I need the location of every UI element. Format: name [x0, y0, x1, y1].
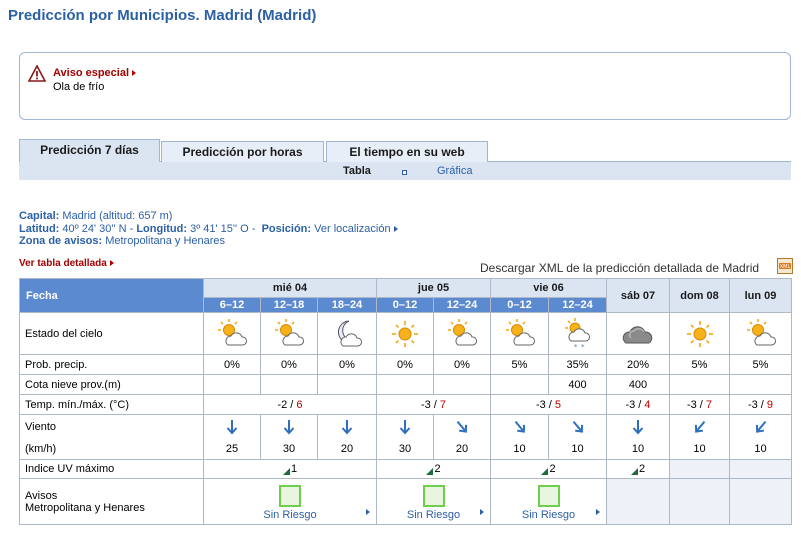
precip-value: 20%: [607, 355, 670, 375]
uv-value: 2: [638, 463, 646, 475]
sky-cell: [549, 313, 607, 355]
info-capital: Capital: Madrid (altitud: 657 m): [19, 210, 173, 222]
temp-cell: [204, 395, 377, 415]
sky-cell: [434, 313, 491, 355]
wind-arrow-icon: [571, 419, 585, 435]
period-header: 12–18: [261, 298, 318, 313]
period-header: 18–24: [318, 298, 377, 313]
precip-value: 0%: [318, 355, 377, 375]
wind-speed-value: 20: [318, 440, 377, 460]
sky-cell: [670, 313, 730, 355]
wind-speed-value: 10: [491, 440, 549, 460]
wind-arrow-icon: [631, 419, 645, 435]
period-header: 12–24: [434, 298, 491, 313]
wind-cell: [491, 415, 549, 440]
wind-cell: [549, 415, 607, 440]
square-bullet-icon: [402, 170, 407, 175]
warning-icon: [28, 65, 46, 82]
wind-arrow-icon: [513, 419, 527, 435]
svg-text:XML: XML: [779, 264, 791, 270]
arrow-right-icon: [596, 509, 600, 515]
precip-value: 5%: [670, 355, 730, 375]
temp-cell: [607, 395, 670, 415]
temp-separator: /: [757, 398, 767, 411]
uv-flag-icon: [631, 468, 638, 475]
precip-value: 35%: [549, 355, 607, 375]
alert-box: [19, 52, 791, 120]
fecha-header: Fecha: [20, 279, 204, 313]
sun-cloud-icon: [446, 318, 478, 350]
moon-cloud-icon: [331, 318, 363, 350]
wind-speed-value: 10: [670, 440, 730, 460]
wind-arrow-icon: [225, 419, 239, 435]
riesgo-label: Sin Riesgo: [521, 508, 576, 521]
wind-speed-value: 10: [730, 440, 792, 460]
wind-arrow-icon: [398, 419, 412, 435]
day-header: jue 05: [377, 279, 491, 298]
cota-value: 400: [549, 375, 607, 395]
period-header: 0–12: [491, 298, 549, 313]
sky-cell: [607, 313, 670, 355]
riesgo-cell[interactable]: [377, 479, 491, 525]
sun-icon: [684, 318, 716, 350]
day-header: dom 08: [670, 279, 730, 313]
wind-speed-value: 30: [261, 440, 318, 460]
arrow-right-icon: [132, 70, 136, 76]
sun-icon: [389, 318, 421, 350]
cota-value: 400: [607, 375, 670, 395]
sun-cloud-icon: [745, 318, 777, 350]
uv-value: 1: [290, 463, 298, 475]
descargar-xml-link[interactable]: Descargar XML de la predicción detallada de Madrid: [480, 261, 760, 275]
ver-localizacion-link[interactable]: Ver localización: [314, 223, 397, 235]
temp-min: -3: [747, 398, 758, 411]
riesgo-cell[interactable]: [491, 479, 607, 525]
temp-cell: [670, 395, 730, 415]
wind-speed-value: 10: [549, 440, 607, 460]
wind-cell: [204, 415, 261, 440]
temp-separator: /: [287, 398, 297, 411]
row-label: Viento: [20, 415, 204, 440]
sun-cloud-icon: [216, 318, 248, 350]
temp-max: 6: [296, 398, 303, 411]
uv-cell: [377, 460, 491, 479]
wind-arrow-icon: [282, 419, 296, 435]
sky-cell: [204, 313, 261, 355]
day-header: sáb 07: [607, 279, 670, 313]
row-label: Prob. precip.: [20, 355, 204, 375]
row-label: Cota nieve prov.(m): [20, 375, 204, 395]
xml-file-icon[interactable]: [777, 258, 793, 274]
sun-cloud-icon: [273, 318, 305, 350]
wind-cell: [434, 415, 491, 440]
wind-cell: [261, 415, 318, 440]
riesgo-cell[interactable]: [204, 479, 377, 525]
temp-min: -3: [625, 398, 636, 411]
uv-empty: [730, 460, 792, 479]
row-label: Temp. mín./máx. (°C): [20, 395, 204, 415]
avisos-empty: [730, 479, 792, 525]
temp-separator: /: [430, 398, 440, 411]
temp-cell: [491, 395, 607, 415]
sky-cell: [377, 313, 434, 355]
alert-subtitle: Ola de frío: [53, 81, 105, 93]
uv-flag-icon: [541, 468, 548, 475]
avisos-empty: [607, 479, 670, 525]
uv-value: 2: [549, 463, 556, 475]
sky-cell: [261, 313, 318, 355]
row-label: Indice UV máximo: [20, 460, 204, 479]
green-level-icon: [538, 485, 560, 507]
precip-value: 5%: [730, 355, 792, 375]
temp-separator: /: [696, 398, 706, 411]
wind-arrow-icon: [340, 419, 354, 435]
uv-empty: [670, 460, 730, 479]
uv-flag-icon: [426, 468, 433, 475]
riesgo-label: Sin Riesgo: [263, 508, 317, 521]
wind-cell: [607, 415, 670, 440]
uv-cell: [204, 460, 377, 479]
arrow-right-icon: [480, 509, 484, 515]
snow-cloud-icon: [562, 318, 594, 350]
sun-cloud-icon: [504, 318, 536, 350]
tab-tiempo-en-su-web[interactable]: El tiempo en su web: [326, 141, 488, 162]
wind-cell: [318, 415, 377, 440]
precip-value: 0%: [377, 355, 434, 375]
sky-cell: [491, 313, 549, 355]
temp-cell: [377, 395, 491, 415]
wind-cell: [730, 415, 792, 440]
svg-text:*: *: [573, 342, 577, 350]
uv-flag-icon: [283, 468, 290, 475]
avisos-empty: [670, 479, 730, 525]
green-level-icon: [279, 485, 301, 507]
temp-cell: [730, 395, 792, 415]
uv-cell: [491, 460, 607, 479]
precip-value: 0%: [261, 355, 318, 375]
sky-cell: [318, 313, 377, 355]
page-title: Predicción por Municipios. Madrid (Madrid): [8, 7, 317, 24]
temp-separator: /: [635, 398, 645, 411]
temp-max: 4: [644, 398, 651, 411]
ver-tabla-detallada-link[interactable]: Ver tabla detallada: [19, 258, 114, 269]
subtab-tabla[interactable]: Tabla: [343, 165, 371, 177]
temp-min: -3: [686, 398, 697, 411]
temp-separator: /: [545, 398, 555, 411]
wind-arrow-icon: [455, 419, 469, 435]
temp-max: 7: [439, 398, 447, 411]
info-coords: Latitud: 40º 24' 30'' N - Longitud: 3º 41' 15'' O - Posición: Ver localización: [19, 223, 398, 235]
period-header: 0–12: [377, 298, 434, 313]
uv-value: 2: [434, 463, 441, 475]
temp-max: 9: [766, 398, 774, 411]
temp-min: -3: [420, 398, 431, 411]
tab-prediccion-por-horas[interactable]: Predicción por horas: [161, 141, 324, 162]
arrow-right-icon: [110, 260, 114, 266]
precip-value: 5%: [491, 355, 549, 375]
wind-speed-value: 25: [204, 440, 261, 460]
temp-min: -3: [535, 398, 546, 411]
tab-prediccion-7-dias[interactable]: Predicción 7 días: [19, 139, 160, 163]
row-label: Estado del cielo: [20, 313, 204, 355]
wind-arrow-icon: [693, 419, 707, 435]
row-label: Avisos Metropolitana y Henares: [20, 479, 204, 525]
subtab-grafica[interactable]: Gráfica: [437, 165, 473, 177]
wind-speed-value: 10: [607, 440, 670, 460]
sky-cell: [730, 313, 792, 355]
arrow-right-icon: [394, 226, 398, 232]
temp-min: -2: [277, 398, 288, 411]
period-header: 6–12: [204, 298, 261, 313]
day-header: mié 04: [204, 279, 377, 298]
temp-max: 5: [554, 398, 562, 411]
riesgo-label: Sin Riesgo: [406, 508, 461, 521]
temp-max: 7: [705, 398, 713, 411]
svg-text:*: *: [580, 342, 584, 350]
green-level-icon: [423, 485, 445, 507]
alert-title[interactable]: Aviso especial: [53, 67, 136, 79]
uv-cell: [607, 460, 670, 479]
period-header: 12–24: [549, 298, 607, 313]
wind-cell: [377, 415, 434, 440]
arrow-right-icon: [366, 509, 370, 515]
overcast-cloud-icon: [622, 318, 654, 350]
wind-speed-value: 30: [377, 440, 434, 460]
wind-arrow-icon: [754, 419, 768, 435]
wind-speed-value: 20: [434, 440, 491, 460]
day-header: vie 06: [491, 279, 607, 298]
day-header: lun 09: [730, 279, 792, 313]
info-zona: Zona de avisos: Metropolitana y Henares: [19, 235, 226, 247]
row-label: (km/h): [20, 440, 204, 460]
forecast-table: [19, 278, 792, 525]
wind-cell: [670, 415, 730, 440]
precip-value: 0%: [204, 355, 261, 375]
precip-value: 0%: [434, 355, 491, 375]
